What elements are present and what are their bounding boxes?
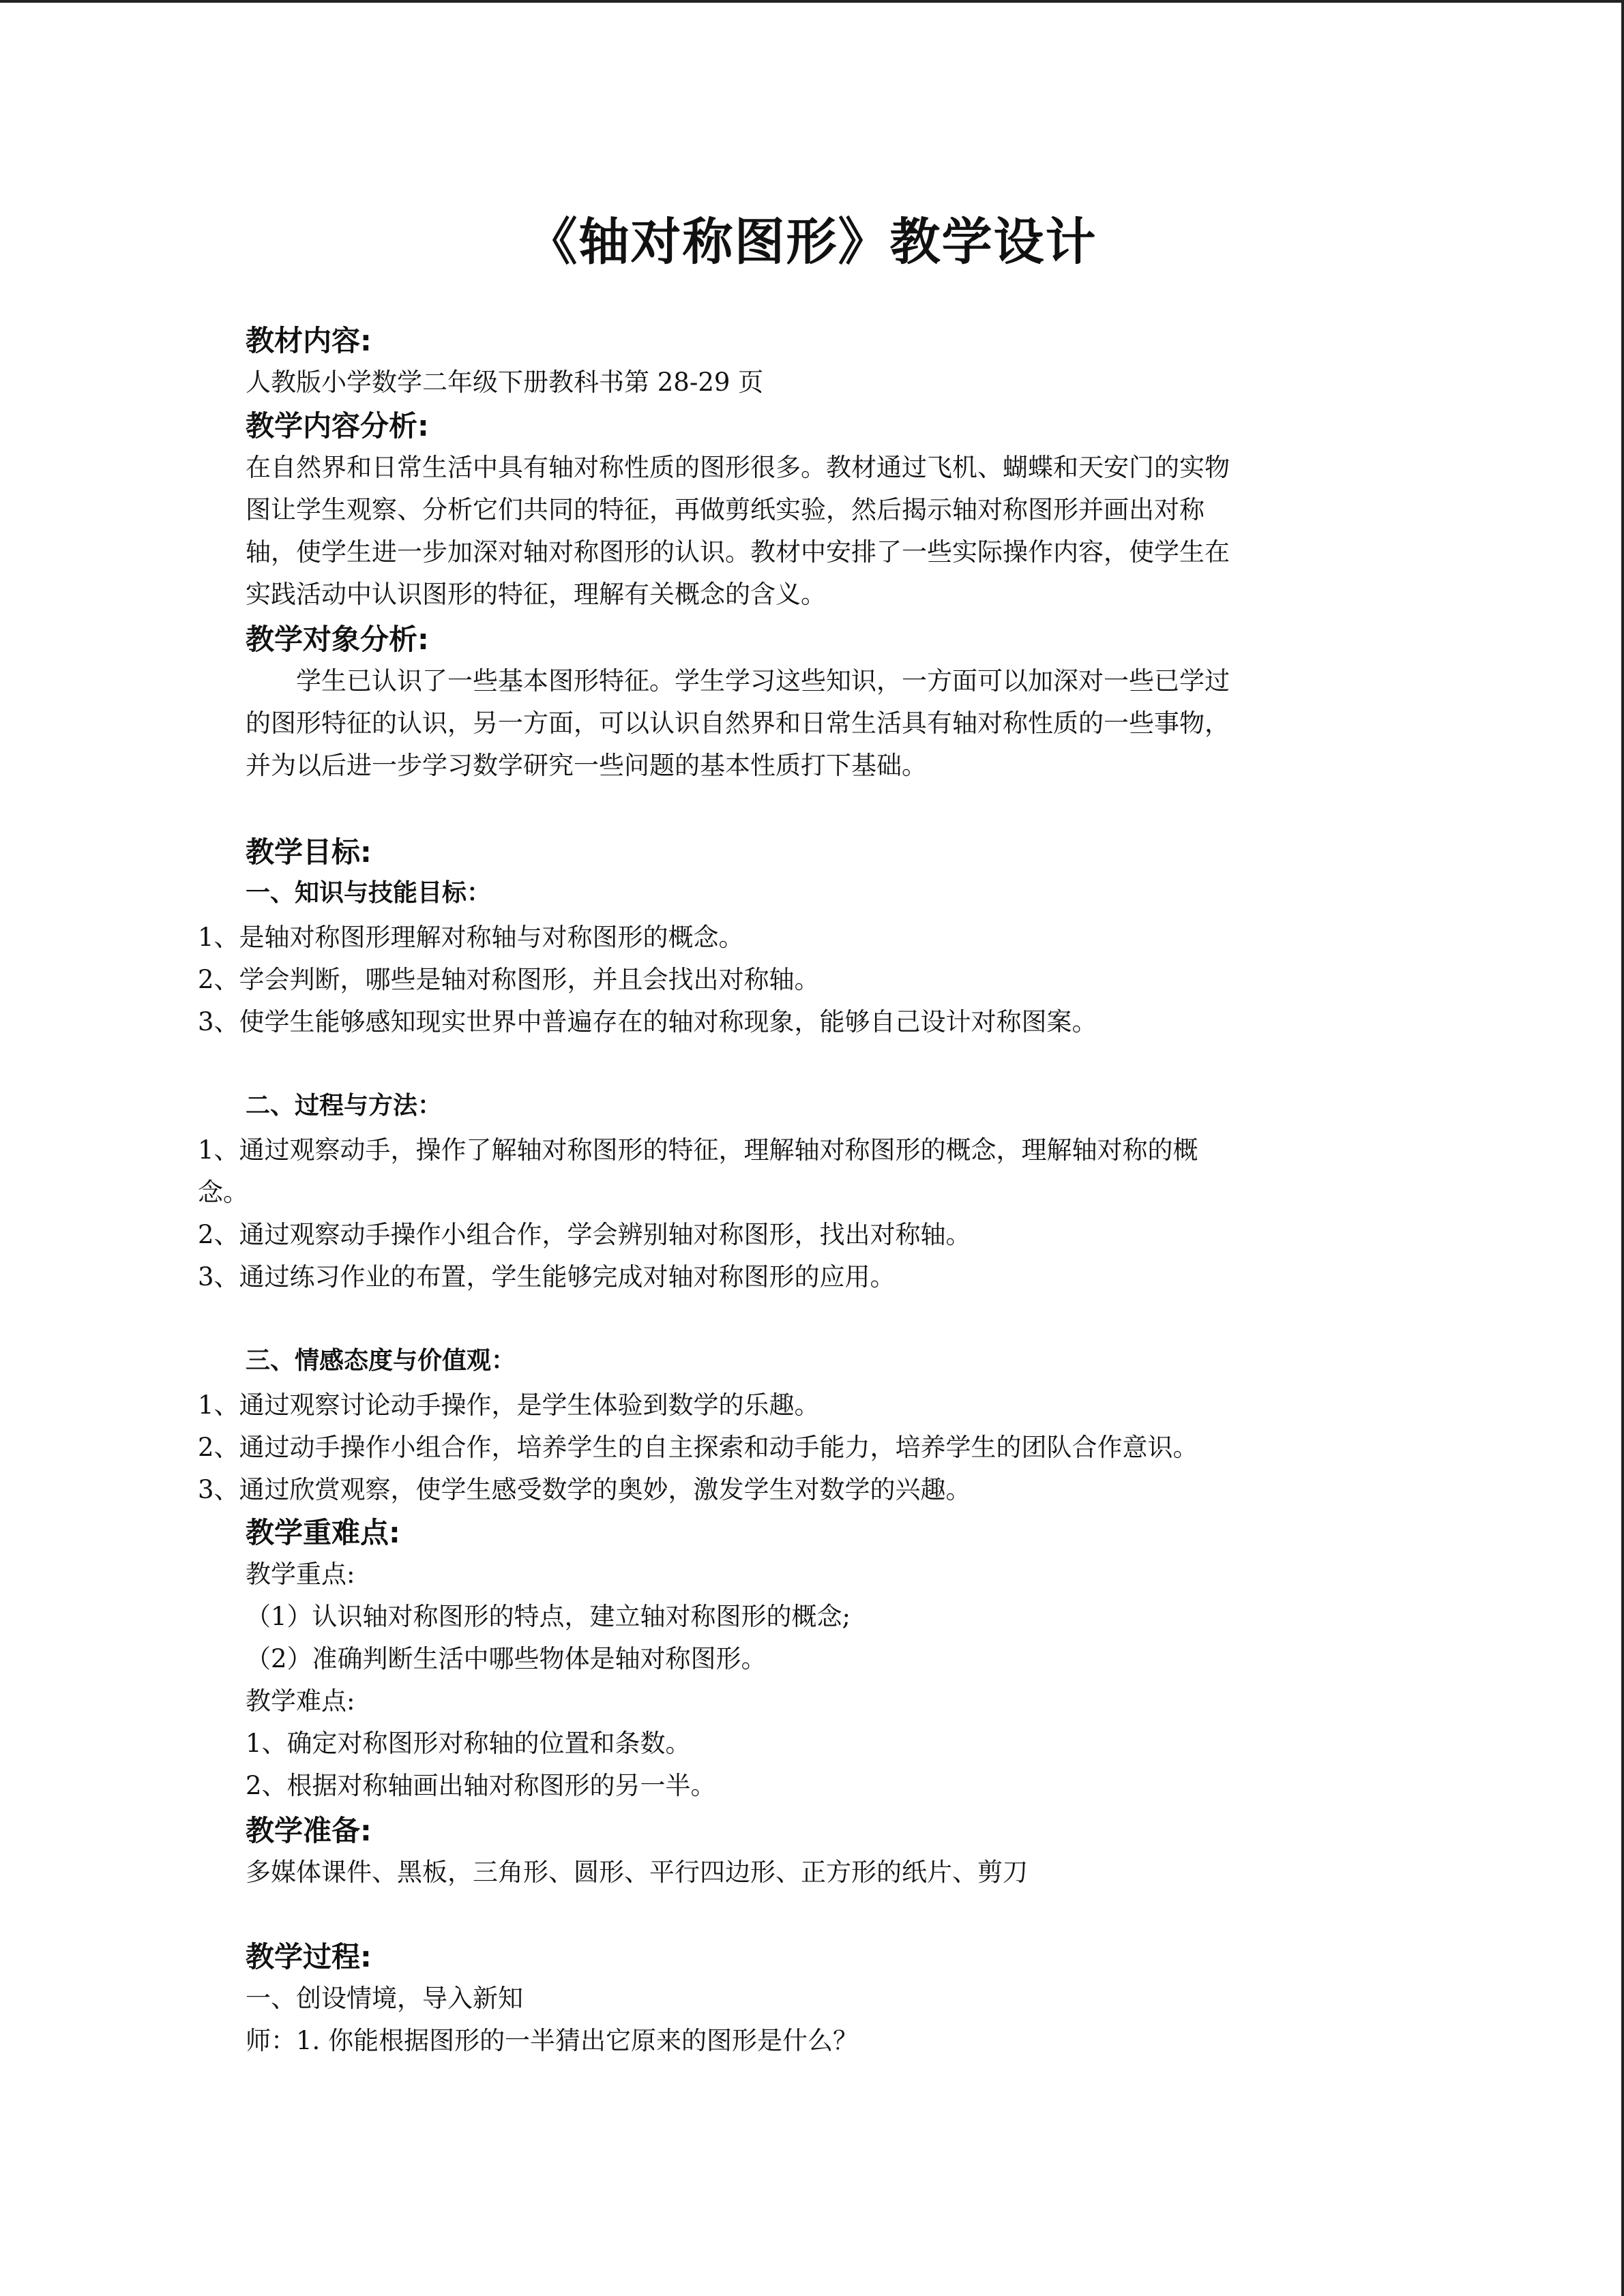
list-item: 3、使学生能够感知现实世界中普遍存在的轴对称现象，能够自己设计对称图案。	[198, 1007, 1097, 1037]
preparation-text: 多媒体课件、黑板，三角形、圆形、平行四边形、正方形的纸片、剪刀	[246, 1858, 1028, 1887]
list-item: （2）准确判断生活中哪些物体是轴对称图形。	[246, 1644, 767, 1673]
paragraph-line: 实践活动中认识图形的特征，理解有关概念的含义。	[246, 580, 826, 609]
paragraph-line: 轴，使学生进一步加深对轴对称图形的认识。教材中安排了一些实际操作内容，使学生在	[246, 537, 1230, 567]
objectives-heading-block	[246, 832, 1371, 914]
emotion-heading: 三、情感态度与价值观：	[246, 1347, 516, 1375]
emotion-list	[198, 1384, 1385, 1511]
content-analysis-paragraph	[246, 447, 1371, 616]
paragraph-line: 的图形特征的认识，另一方面，可以认识自然界和日常生活具有轴对称性质的一些事物，	[246, 709, 1230, 738]
emotion-heading-block	[246, 1341, 1371, 1382]
process-step: 一、创设情境，导入新知	[246, 1984, 523, 2013]
paragraph-line: 学生已认识了一些基本图形特征。学生学习这些知识，一方面可以加深对一些已学过	[296, 666, 1230, 696]
objectives-heading: 教学目标:	[246, 835, 372, 869]
list-item: （1）认识轴对称图形的特点，建立轴对称图形的概念;	[246, 1602, 851, 1631]
content-analysis-section	[246, 406, 1371, 616]
list-item: 1、确定对称图形对称轴的位置和条数。	[246, 1729, 691, 1758]
paragraph-line: 并为以后进一步学习数学研究一些问题的基本性质打下基础。	[246, 751, 927, 780]
student-analysis-paragraph	[246, 660, 1371, 787]
knowledge-heading: 一、知识与技能目标：	[246, 879, 492, 907]
process-goal-heading: 二、过程与方法：	[246, 1092, 443, 1120]
right-border-line	[1621, 0, 1624, 2296]
material-heading: 教材内容:	[246, 324, 372, 357]
list-item: 1、通过观察讨论动手操作，是学生体验到数学的乐趣。	[198, 1390, 820, 1420]
list-item: 1、是轴对称图形理解对称轴与对称图形的概念。	[198, 923, 744, 952]
list-item: 念。	[198, 1178, 248, 1207]
list-item: 2、通过观察动手操作小组合作，学会辨别轴对称图形，找出对称轴。	[198, 1220, 971, 1249]
list-item: 3、通过欣赏观察，使学生感受数学的奥妙，激发学生对数学的兴趣。	[198, 1475, 971, 1504]
teaching-process-section	[246, 1937, 1371, 2062]
paragraph-line: 图让学生观察、分析它们共同的特征，再做剪纸实验，然后揭示轴对称图形并画出对称	[246, 495, 1205, 524]
list-item: 2、学会判断，哪些是轴对称图形，并且会找出对称轴。	[198, 965, 820, 994]
teaching-process-heading: 教学过程:	[246, 1940, 372, 1973]
preparation-section	[246, 1810, 1371, 1894]
content-analysis-heading: 教学内容分析:	[246, 409, 429, 443]
preparation-heading: 教学准备:	[246, 1814, 372, 1847]
student-analysis-heading: 教学对象分析:	[246, 623, 429, 656]
material-text: 人教版小学数学二年级下册教科书第 28-29 页	[246, 368, 764, 397]
student-analysis-section	[246, 619, 1371, 787]
list-item: 2、通过动手操作小组合作，培养学生的自主探索和动手能力，培养学生的团队合作意识。	[198, 1433, 1198, 1462]
difficult-points-label: 教学难点:	[246, 1686, 355, 1716]
list-item: 1、通过观察动手，操作了解轴对称图形的特征，理解轴对称图形的概念，理解轴对称的概	[198, 1135, 1198, 1165]
key-points-section	[246, 1512, 1371, 1807]
material-section	[246, 320, 1371, 404]
key-points-heading: 教学重难点:	[246, 1516, 400, 1549]
process-goal-list	[198, 1129, 1385, 1298]
paragraph-line: 在自然界和日常生活中具有轴对称性质的图形很多。教材通过飞机、蝴蝶和天安门的实物	[246, 453, 1230, 482]
process-goal-heading-block	[246, 1086, 1371, 1127]
top-border-line	[0, 0, 1624, 3]
list-item: 2、根据对称轴画出轴对称图形的另一半。	[246, 1771, 716, 1800]
list-item: 3、通过练习作业的布置，学生能够完成对轴对称图形的应用。	[198, 1262, 896, 1292]
knowledge-list	[198, 916, 1385, 1043]
teacher-question: 师：1. 你能根据图形的一半猜出它原来的图形是什么？	[246, 2026, 859, 2055]
document-title: 《轴对称图形》教学设计	[527, 213, 1097, 271]
key-points-label: 教学重点:	[246, 1560, 355, 1589]
